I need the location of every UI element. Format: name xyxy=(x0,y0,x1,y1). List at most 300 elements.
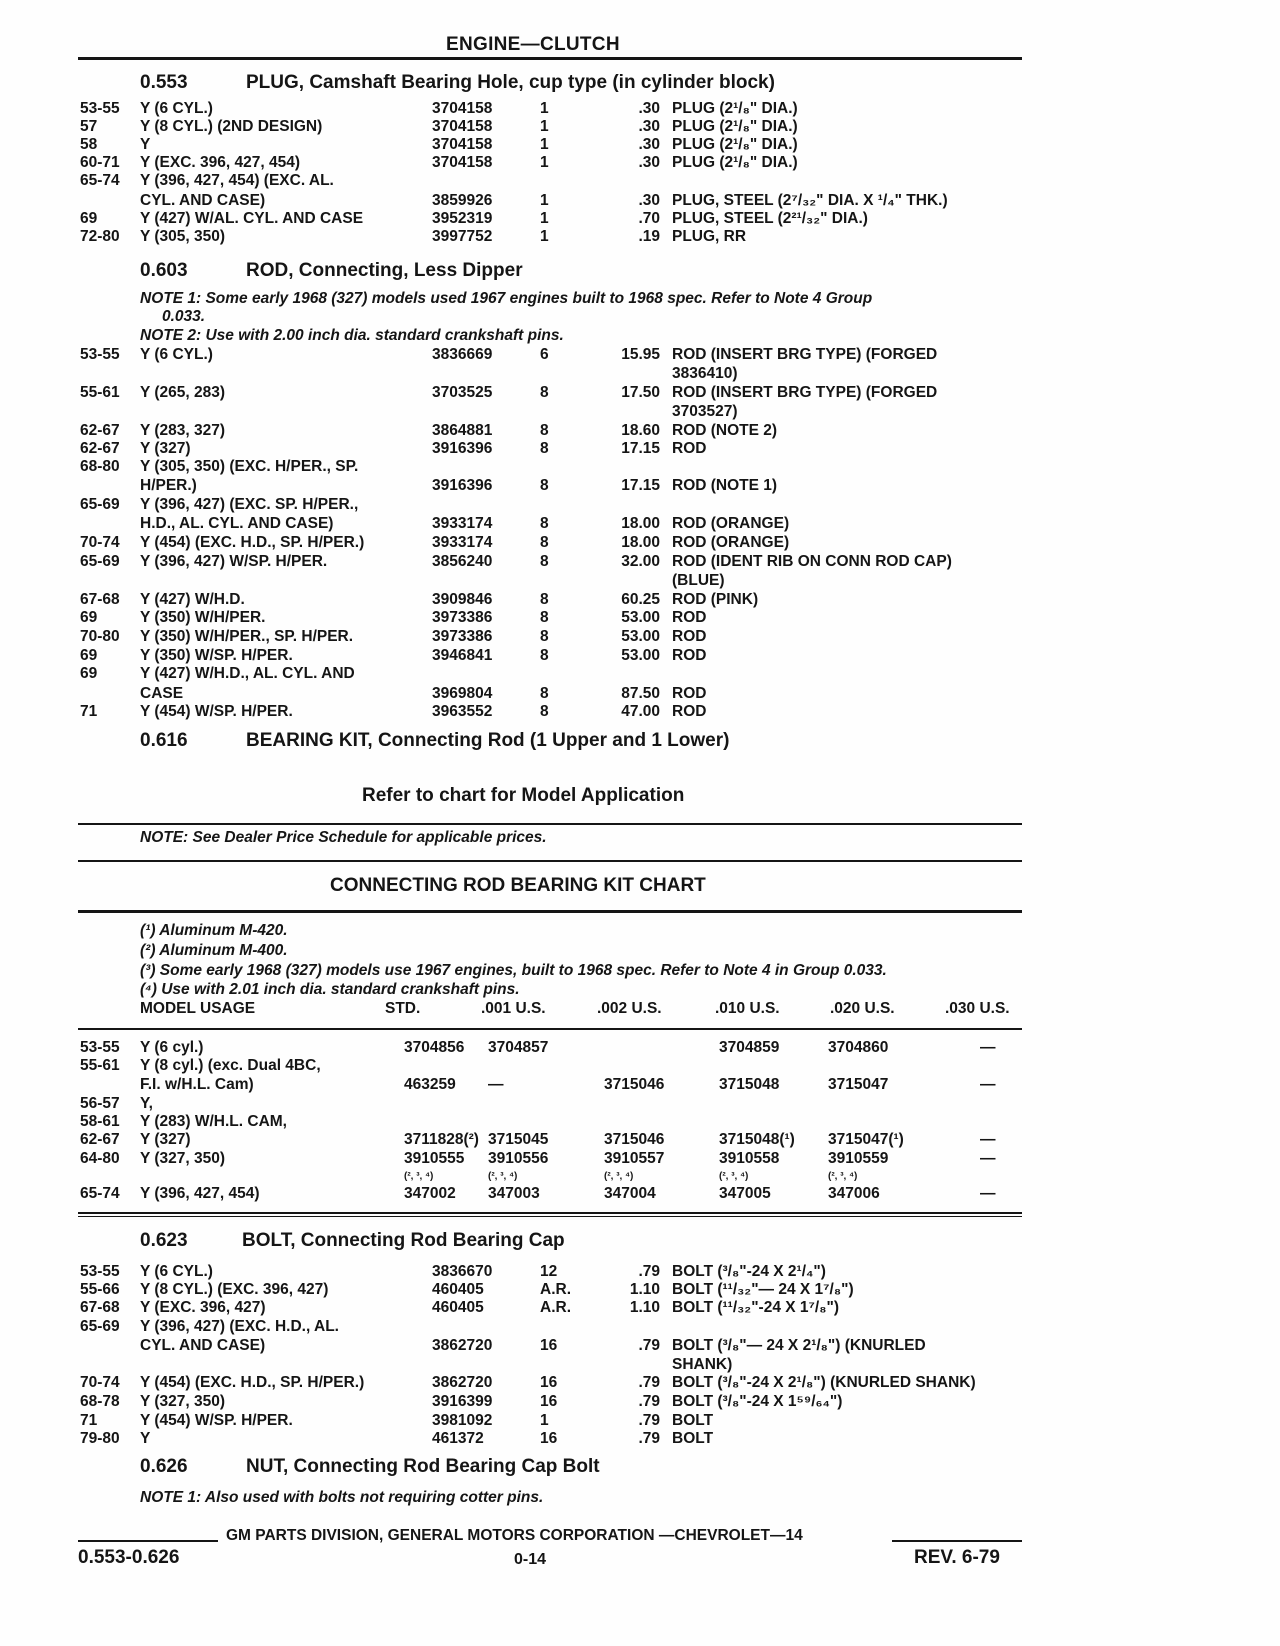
chart-row xyxy=(0,1095,1280,1113)
chart-cell-u020: 3704860 xyxy=(828,1039,889,1056)
chart-cell-year: 53-55 xyxy=(80,1039,120,1056)
plug-quantity: 1 xyxy=(540,154,549,171)
rod-application: Y (427) W/H.D., AL. CYL. AND xyxy=(140,665,355,682)
rod-description: ROD xyxy=(672,685,707,702)
rod-description: ROD xyxy=(672,609,707,626)
rod-part-number: 3909846 xyxy=(432,591,493,608)
rod-description: ROD (ORANGE) xyxy=(672,515,790,532)
chart-footnote-1: (¹) Aluminum M-420. xyxy=(140,922,288,939)
rod-quantity: 8 xyxy=(540,553,549,570)
rod-application: Y (427) W/H.D. xyxy=(140,591,245,608)
rod-row xyxy=(0,384,1280,402)
rod-price: 32.00 xyxy=(621,553,660,570)
chart-cell-u010: 347005 xyxy=(719,1185,771,1202)
rod-row xyxy=(0,365,1280,383)
rod-price: 53.00 xyxy=(621,609,660,626)
bolt-application: CYL. AND CASE) xyxy=(140,1337,266,1354)
rod-description: ROD (INSERT BRG TYPE) (FORGED xyxy=(672,384,938,401)
chart-cell-u001: 3715045 xyxy=(488,1131,549,1148)
footer-page-number: 0-14 xyxy=(514,1551,547,1568)
rod-row xyxy=(0,458,1280,476)
bolt-year: 79-80 xyxy=(80,1430,120,1447)
rod-note-2: NOTE 2: Use with 2.00 inch dia. standard crankshaft pins. xyxy=(140,327,564,344)
chart-cell-u030: — xyxy=(980,1039,996,1056)
chart-cell-app: Y, xyxy=(140,1095,153,1112)
bolt-part-number: 3981092 xyxy=(432,1412,493,1429)
bolt-year: 68-78 xyxy=(80,1393,120,1410)
chart-row xyxy=(0,1168,1280,1186)
plug-quantity: 1 xyxy=(540,210,549,227)
plug-application: Y (8 CYL.) (2ND DESIGN) xyxy=(140,118,323,135)
chart-cell-year: 65-74 xyxy=(80,1185,120,1202)
plug-row xyxy=(0,172,1280,190)
chart-footnote-4: (⁴) Use with 2.01 inch dia. standard crankshaft pins. xyxy=(140,981,520,998)
rod-note-1: NOTE 1: Some early 1968 (327) models used 1967 engines built to 1968 spec. Refer to Note 4 Group xyxy=(140,290,873,307)
bolt-application: Y (6 CYL.) xyxy=(140,1263,213,1280)
rod-year: 62-67 xyxy=(80,422,120,439)
rod-part-number: 3836669 xyxy=(432,346,493,363)
bolt-quantity: A.R. xyxy=(540,1281,571,1298)
plug-quantity: 1 xyxy=(540,136,549,153)
bolt-application: Y (396, 427) (EXC. H.D., AL. xyxy=(140,1318,339,1335)
rod-row xyxy=(0,647,1280,665)
bolt-description: BOLT (³/₈"-24 X 2¹/₈") (KNURLED SHANK) xyxy=(672,1374,976,1391)
dealer-note-bottom-rule xyxy=(78,860,1022,862)
plug-row xyxy=(0,192,1280,210)
bolt-part-number: 3836670 xyxy=(432,1263,493,1280)
plug-application: Y (305, 350) xyxy=(140,228,226,245)
rod-application: Y (283, 327) xyxy=(140,422,226,439)
plug-row xyxy=(0,210,1280,228)
chart-row xyxy=(0,1131,1280,1149)
rod-application: CASE xyxy=(140,685,184,702)
section-title-0616: BEARING KIT, Connecting Rod (1 Upper and 1 Lower) xyxy=(246,730,730,751)
plug-year: 69 xyxy=(80,210,98,227)
plug-part-number: 3704158 xyxy=(432,136,493,153)
rod-row xyxy=(0,553,1280,571)
bolt-description: BOLT (¹¹/₃₂"— 24 X 1⁷/₈") xyxy=(672,1281,854,1298)
col-010: .010 U.S. xyxy=(715,1000,780,1017)
chart-cell-std: 347002 xyxy=(404,1185,456,1202)
rod-part-number: 3973386 xyxy=(432,609,493,626)
plug-description: PLUG (2¹/₈" DIA.) xyxy=(672,154,798,171)
bolt-part-number: 3916399 xyxy=(432,1393,493,1410)
section-number-0603: 0.603 xyxy=(140,260,188,281)
plug-year: 53-55 xyxy=(80,100,120,117)
rod-description: ROD xyxy=(672,647,707,664)
footer-group-range: 0.553-0.626 xyxy=(78,1547,180,1568)
rod-description: ROD (ORANGE) xyxy=(672,534,790,551)
rod-row xyxy=(0,422,1280,440)
rod-part-number: 3856240 xyxy=(432,553,493,570)
rod-quantity: 8 xyxy=(540,628,549,645)
bolt-price: 1.10 xyxy=(629,1299,660,1316)
chart-bottom-rule-2 xyxy=(78,1216,1022,1217)
footer-rule-right xyxy=(892,1540,1022,1542)
chart-column-headers xyxy=(0,1000,1280,1018)
chart-cell-std: 3704856 xyxy=(404,1039,465,1056)
rod-row xyxy=(0,477,1280,495)
chart-footnote-2: (²) Aluminum M-400. xyxy=(140,942,288,959)
plug-quantity: 1 xyxy=(540,100,549,117)
bolt-part-number: 3862720 xyxy=(432,1337,493,1354)
rod-row xyxy=(0,609,1280,627)
chart-cell-u030: — xyxy=(980,1076,996,1093)
chart-cell-year: 58-61 xyxy=(80,1113,120,1130)
col-std: STD. xyxy=(385,1000,421,1017)
chart-cell-std: (², ³, ⁴) xyxy=(404,1171,434,1182)
rod-quantity: 8 xyxy=(540,422,549,439)
chart-cell-u020: 347006 xyxy=(828,1185,880,1202)
plug-price: .30 xyxy=(638,136,660,153)
bolt-application: Y (327, 350) xyxy=(140,1393,226,1410)
section-number-0623: 0.623 xyxy=(140,1230,188,1251)
rod-application: H.D., AL. CYL. AND CASE) xyxy=(140,515,334,532)
rod-note-1-cont: 0.033. xyxy=(162,308,206,325)
chart-cell-app: Y (327) xyxy=(140,1131,191,1148)
refer-chart-text: Refer to chart for Model Application xyxy=(362,785,685,806)
plug-description: PLUG, STEEL (2²¹/₃₂" DIA.) xyxy=(672,210,868,227)
rod-price: 15.95 xyxy=(621,346,660,363)
rod-row xyxy=(0,440,1280,458)
rod-row xyxy=(0,703,1280,721)
plug-application: Y xyxy=(140,136,151,153)
chart-cell-app: F.I. w/H.L. Cam) xyxy=(140,1076,254,1093)
chart-cell-year: 56-57 xyxy=(80,1095,120,1112)
col-020: .020 U.S. xyxy=(830,1000,895,1017)
rod-part-number: 3933174 xyxy=(432,515,493,532)
rod-application: Y (454) (EXC. H.D., SP. H/PER.) xyxy=(140,534,365,551)
rod-year: 69 xyxy=(80,609,98,626)
bolt-description: BOLT (³/₈"-24 X 1⁵⁹/₆₄") xyxy=(672,1393,843,1410)
chart-cell-std: 3711828(²) xyxy=(404,1131,479,1148)
rod-year: 53-55 xyxy=(80,346,120,363)
rod-quantity: 8 xyxy=(540,647,549,664)
plug-price: .30 xyxy=(638,118,660,135)
bolt-description: BOLT xyxy=(672,1430,714,1447)
rod-price: 18.60 xyxy=(621,422,660,439)
chart-row xyxy=(0,1057,1280,1075)
bolt-price: .79 xyxy=(638,1393,660,1410)
bolt-application: Y (8 CYL.) (EXC. 396, 427) xyxy=(140,1281,329,1298)
plug-application: CYL. AND CASE) xyxy=(140,192,266,209)
bolt-quantity: 16 xyxy=(540,1374,558,1391)
section-title-0603: ROD, Connecting, Less Dipper xyxy=(246,260,523,281)
bolt-quantity: 1 xyxy=(540,1412,549,1429)
rod-row xyxy=(0,685,1280,703)
rod-application: Y (327) xyxy=(140,440,191,457)
plug-description: PLUG (2¹/₈" DIA.) xyxy=(672,118,798,135)
plug-application: Y (396, 427, 454) (EXC. AL. xyxy=(140,172,334,189)
rod-quantity: 8 xyxy=(540,534,549,551)
bolt-row xyxy=(0,1430,1280,1448)
rod-description: ROD (IDENT RIB ON CONN ROD CAP) xyxy=(672,553,952,570)
rod-application: Y (350) W/H/PER., SP. H/PER. xyxy=(140,628,354,645)
bolt-year: 65-69 xyxy=(80,1318,120,1335)
rod-row xyxy=(0,591,1280,609)
chart-cell-u030: — xyxy=(980,1131,996,1148)
chart-cell-std: 463259 xyxy=(404,1076,456,1093)
rod-year: 71 xyxy=(80,703,98,720)
plug-application: Y (6 CYL.) xyxy=(140,100,213,117)
rod-year: 55-61 xyxy=(80,384,120,401)
rod-quantity: 8 xyxy=(540,384,549,401)
dealer-note-top-rule xyxy=(78,823,1022,825)
rod-row xyxy=(0,665,1280,683)
chart-row xyxy=(0,1185,1280,1203)
rod-description: ROD xyxy=(672,628,707,645)
plug-quantity: 1 xyxy=(540,118,549,135)
chart-row xyxy=(0,1113,1280,1131)
rod-application: Y (350) W/H/PER. xyxy=(140,609,266,626)
rod-part-number: 3703525 xyxy=(432,384,493,401)
rod-price: 53.00 xyxy=(621,647,660,664)
bolt-row xyxy=(0,1412,1280,1430)
chart-cell-u030: — xyxy=(980,1150,996,1167)
header-rule xyxy=(78,57,1022,60)
bolt-row xyxy=(0,1263,1280,1281)
chart-cell-u001: 3704857 xyxy=(488,1039,549,1056)
chart-cell-u010: (², ³, ⁴) xyxy=(719,1171,749,1182)
bolt-row xyxy=(0,1318,1280,1336)
rod-year: 62-67 xyxy=(80,440,120,457)
plug-year: 65-74 xyxy=(80,172,120,189)
nut-note: NOTE 1: Also used with bolts not requiring cotter pins. xyxy=(140,1489,544,1506)
rod-price: 17.15 xyxy=(621,477,660,494)
chart-cell-u002: 347004 xyxy=(604,1185,656,1202)
bolt-quantity: 12 xyxy=(540,1263,558,1280)
plug-row xyxy=(0,100,1280,118)
plug-part-number: 3704158 xyxy=(432,154,493,171)
chart-cell-app: Y (8 cyl.) (exc. Dual 4BC, xyxy=(140,1057,321,1074)
chart-cell-u001: (², ³, ⁴) xyxy=(488,1171,518,1182)
bolt-price: .79 xyxy=(638,1263,660,1280)
chart-cell-u010: 3715048(¹) xyxy=(719,1131,795,1148)
bolt-price: 1.10 xyxy=(629,1281,660,1298)
chart-cell-u020: 3715047 xyxy=(828,1076,889,1093)
rod-year: 65-69 xyxy=(80,553,120,570)
rod-quantity: 6 xyxy=(540,346,549,363)
bolt-row xyxy=(0,1393,1280,1411)
chart-cell-year: 62-67 xyxy=(80,1131,120,1148)
bolt-row xyxy=(0,1356,1280,1374)
chart-cell-u001: — xyxy=(488,1076,504,1093)
rod-price: 47.00 xyxy=(621,703,660,720)
rod-description: ROD (NOTE 2) xyxy=(672,422,778,439)
rod-price: 60.25 xyxy=(621,591,660,608)
plug-description: PLUG (2¹/₈" DIA.) xyxy=(672,100,798,117)
rod-price: 53.00 xyxy=(621,628,660,645)
rod-year: 65-69 xyxy=(80,496,120,513)
bolt-description: SHANK) xyxy=(672,1356,733,1373)
rod-price: 18.00 xyxy=(621,515,660,532)
rod-row xyxy=(0,403,1280,421)
rod-application: Y (350) W/SP. H/PER. xyxy=(140,647,293,664)
col-model-usage: MODEL USAGE xyxy=(140,1000,256,1017)
chart-row xyxy=(0,1150,1280,1168)
chart-cell-u001: 3910556 xyxy=(488,1150,549,1167)
section-title-0623: BOLT, Connecting Rod Bearing Cap xyxy=(242,1230,565,1251)
chart-row xyxy=(0,1076,1280,1094)
plug-price: .19 xyxy=(638,228,660,245)
dealer-price-note: NOTE: See Dealer Price Schedule for applicable prices. xyxy=(140,829,547,846)
rod-description: ROD (NOTE 1) xyxy=(672,477,778,494)
rod-quantity: 8 xyxy=(540,477,549,494)
bolt-price: .79 xyxy=(638,1337,660,1354)
footer-revision: REV. 6-79 xyxy=(914,1547,1000,1568)
rod-price: 18.00 xyxy=(621,534,660,551)
footer-publisher: GM PARTS DIVISION, GENERAL MOTORS CORPORATION —CHEVROLET—14 xyxy=(226,1527,803,1544)
chart-cell-u001: 347003 xyxy=(488,1185,540,1202)
bolt-price: .79 xyxy=(638,1374,660,1391)
plug-price: .30 xyxy=(638,192,660,209)
bolt-application: Y (EXC. 396, 427) xyxy=(140,1299,266,1316)
rod-part-number: 3933174 xyxy=(432,534,493,551)
plug-application: Y (EXC. 396, 427, 454) xyxy=(140,154,300,171)
rod-price: 17.15 xyxy=(621,440,660,457)
bolt-year: 71 xyxy=(80,1412,98,1429)
plug-year: 58 xyxy=(80,136,98,153)
plug-row xyxy=(0,118,1280,136)
plug-part-number: 3997752 xyxy=(432,228,493,245)
page-header-title: ENGINE—CLUTCH xyxy=(446,34,620,55)
bolt-year: 53-55 xyxy=(80,1263,120,1280)
rod-row xyxy=(0,628,1280,646)
bolt-row xyxy=(0,1281,1280,1299)
plug-price: .30 xyxy=(638,154,660,171)
bolt-year: 70-74 xyxy=(80,1374,120,1391)
bolt-application: Y (454) (EXC. H.D., SP. H/PER.) xyxy=(140,1374,365,1391)
bolt-quantity: 16 xyxy=(540,1337,558,1354)
rod-quantity: 8 xyxy=(540,440,549,457)
plug-quantity: 1 xyxy=(540,228,549,245)
chart-header-rule xyxy=(78,1028,1022,1030)
plug-description: PLUG, RR xyxy=(672,228,747,245)
rod-application: Y (396, 427) (EXC. SP. H/PER., xyxy=(140,496,359,513)
plug-price: .70 xyxy=(638,210,660,227)
plug-part-number: 3859926 xyxy=(432,192,493,209)
chart-bottom-rule-1 xyxy=(78,1212,1022,1214)
plug-part-number: 3952319 xyxy=(432,210,493,227)
rod-price: 17.50 xyxy=(621,384,660,401)
bolt-description: BOLT xyxy=(672,1412,714,1429)
rod-row xyxy=(0,496,1280,514)
bolt-price: .79 xyxy=(638,1412,660,1429)
rod-description: 3836410) xyxy=(672,365,738,382)
rod-year: 70-74 xyxy=(80,534,120,551)
chart-cell-u020: 3910559 xyxy=(828,1150,889,1167)
bolt-quantity: A.R. xyxy=(540,1299,571,1316)
chart-cell-app: Y (396, 427, 454) xyxy=(140,1185,260,1202)
col-001: .001 U.S. xyxy=(481,1000,546,1017)
plug-row xyxy=(0,136,1280,154)
rod-quantity: 8 xyxy=(540,591,549,608)
section-number-0616: 0.616 xyxy=(140,730,188,751)
chart-cell-u010: 3704859 xyxy=(719,1039,780,1056)
rod-description: ROD (INSERT BRG TYPE) (FORGED xyxy=(672,346,938,363)
section-number-0553: 0.553 xyxy=(140,72,188,93)
bolt-quantity: 16 xyxy=(540,1393,558,1410)
rod-description: (BLUE) xyxy=(672,572,725,589)
rod-quantity: 8 xyxy=(540,515,549,532)
rod-application: Y (6 CYL.) xyxy=(140,346,213,363)
rod-part-number: 3963552 xyxy=(432,703,493,720)
rod-description: ROD xyxy=(672,440,707,457)
chart-cell-u002: 3715046 xyxy=(604,1076,665,1093)
rod-row xyxy=(0,572,1280,590)
rod-application: Y (396, 427) W/SP. H/PER. xyxy=(140,553,328,570)
plug-row xyxy=(0,228,1280,246)
chart-cell-u010: 3910558 xyxy=(719,1150,780,1167)
bolt-year: 67-68 xyxy=(80,1299,120,1316)
plug-description: PLUG (2¹/₈" DIA.) xyxy=(672,136,798,153)
chart-cell-u020: 3715047(¹) xyxy=(828,1131,904,1148)
col-002: .002 U.S. xyxy=(597,1000,662,1017)
bolt-row xyxy=(0,1374,1280,1392)
rod-description: 3703527) xyxy=(672,403,738,420)
chart-cell-app: Y (6 cyl.) xyxy=(140,1039,204,1056)
rod-part-number: 3864881 xyxy=(432,422,493,439)
bolt-price: .79 xyxy=(638,1430,660,1447)
bolt-part-number: 3862720 xyxy=(432,1374,493,1391)
chart-cell-u002: 3715046 xyxy=(604,1131,665,1148)
chart-cell-u002: (², ³, ⁴) xyxy=(604,1171,634,1182)
chart-cell-app: Y (283) W/H.L. CAM, xyxy=(140,1113,287,1130)
rod-application: Y (454) W/SP. H/PER. xyxy=(140,703,293,720)
plug-part-number: 3704158 xyxy=(432,100,493,117)
rod-quantity: 8 xyxy=(540,703,549,720)
rod-price: 87.50 xyxy=(621,685,660,702)
chart-cell-u030: — xyxy=(980,1185,996,1202)
rod-year: 67-68 xyxy=(80,591,120,608)
plug-application: Y (427) W/AL. CYL. AND CASE xyxy=(140,210,364,227)
bolt-row xyxy=(0,1299,1280,1317)
chart-cell-u010: 3715048 xyxy=(719,1076,780,1093)
rod-row xyxy=(0,534,1280,552)
col-030: .030 U.S. xyxy=(945,1000,1010,1017)
section-title-0626: NUT, Connecting Rod Bearing Cap Bolt xyxy=(246,1456,600,1477)
plug-year: 72-80 xyxy=(80,228,120,245)
chart-cell-u002: 3910557 xyxy=(604,1150,665,1167)
bolt-part-number: 460405 xyxy=(432,1281,484,1298)
chart-cell-std: 3910555 xyxy=(404,1150,465,1167)
rod-part-number: 3916396 xyxy=(432,477,493,494)
bolt-row xyxy=(0,1337,1280,1355)
plug-quantity: 1 xyxy=(540,192,549,209)
plug-year: 57 xyxy=(80,118,98,135)
rod-row xyxy=(0,515,1280,533)
chart-cell-year: 55-61 xyxy=(80,1057,120,1074)
footer-rule-left xyxy=(78,1540,218,1542)
section-title-0553: PLUG, Camshaft Bearing Hole, cup type (in cylinder block) xyxy=(246,72,775,93)
chart-footnote-3: (³) Some early 1968 (327) models use 1967 engines, built to 1968 spec. Refer to Note 4 in Group 0.033. xyxy=(140,962,887,979)
plug-row xyxy=(0,154,1280,172)
bolt-description: BOLT (³/₈"-24 X 2¹/₄") xyxy=(672,1263,826,1280)
chart-title: CONNECTING ROD BEARING KIT CHART xyxy=(330,875,706,896)
rod-part-number: 3973386 xyxy=(432,628,493,645)
plug-price: .30 xyxy=(638,100,660,117)
rod-quantity: 8 xyxy=(540,685,549,702)
plug-description: PLUG, STEEL (2⁷/₃₂" DIA. X ¹/₄" THK.) xyxy=(672,192,948,209)
bolt-quantity: 16 xyxy=(540,1430,558,1447)
bolt-part-number: 460405 xyxy=(432,1299,484,1316)
bolt-description: BOLT (¹¹/₃₂"-24 X 1⁷/₈") xyxy=(672,1299,839,1316)
rod-description: ROD xyxy=(672,703,707,720)
chart-cell-app: Y (327, 350) xyxy=(140,1150,226,1167)
bolt-part-number: 461372 xyxy=(432,1430,484,1447)
rod-application: Y (305, 350) (EXC. H/PER., SP. xyxy=(140,458,359,475)
rod-quantity: 8 xyxy=(540,609,549,626)
